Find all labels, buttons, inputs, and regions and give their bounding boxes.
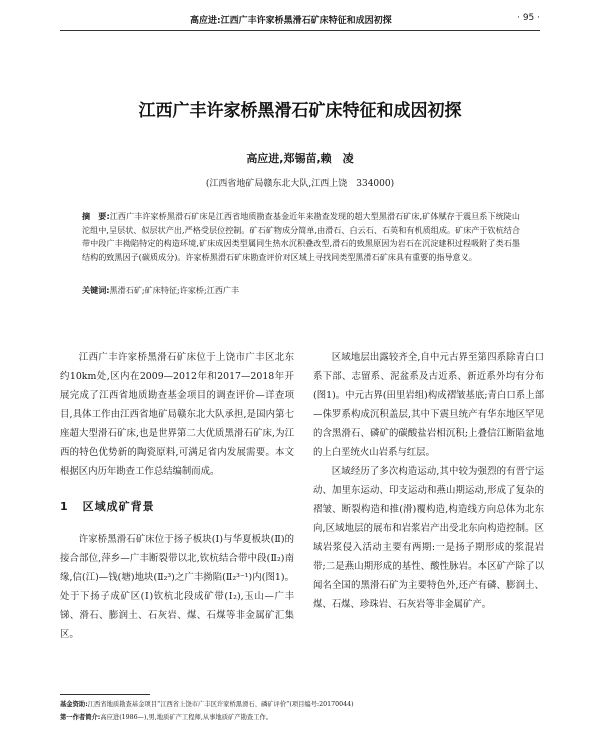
author-list: 高应进,郑锡苗,赖 凌: [246, 152, 354, 165]
stratigraphy-paragraph: 区域地层出露较齐全,自中元古界至第四系除青白口系下部、志留系、泥盆系及古近系、新近系外均有分布(图1)。中元古界(田里岩组)构成褶皱基底;青白口系上部—侏罗系构成沉积盖层,其中下震旦统产有华东地区罕见的含黑滑石、磷矿的碳酸盐岩相沉积;上叠信江断陷盆地的上白垩统火山岩系与红层。: [313, 352, 544, 458]
author-bio-label: 第一作者简介:: [60, 714, 101, 721]
footnote-divider: [60, 694, 150, 695]
keywords: [82, 284, 520, 297]
footnotes: [60, 698, 544, 724]
author-footnote: [60, 711, 544, 724]
fund-footnote: [60, 698, 544, 711]
page-header: [60, 10, 540, 31]
affiliation: (江西省地矿局赣东北大队,江西上饶 334000): [205, 179, 395, 189]
right-column: [313, 348, 544, 614]
section-heading: [60, 497, 294, 516]
abstract-label: 摘 要:: [82, 211, 110, 221]
section-title: 区域成矿背景: [82, 500, 155, 513]
fund-text: 江西省地质勘查基金项目“江西省上饶市广丰区许家桥黑滑石、磷矿评价”(项目编号:20170044): [87, 701, 354, 708]
intro-paragraph: 江西广丰许家桥黑滑石矿床位于上饶市广丰区北东约10km处,区内在2009—2012年和2017—2018年开展完成了江西省地质勘查基金项目的调查评价—详查项目,具体工作由江西省地矿局赣东北大队承担,是国内第七座超大型滑石矿床,也是世界第二大优质黑滑石矿床,为江西的特色优势新的陶瓷原料,可满足省内发展需要。本文根据区内历年勘查工作总结编制而成。: [60, 352, 294, 477]
paper-title: 江西广丰许家桥黑滑石矿床特征和成因初探: [138, 101, 462, 121]
keywords-text: 黑滑石矿;矿床特征;许家桥;江西广丰: [109, 285, 240, 295]
author-bio-text: 高应进(1986—),男,地质矿产工程师,从事地质矿产勘查工作。: [100, 714, 273, 721]
abstract-text: 江西广丰许家桥黑滑石矿床是江西省地质勘查基金近年来勘查发现的超大型黑滑石矿床,矿体赋存于震旦系下统陡山沱组中,呈层状、似层状产出,严格受层位控制。矿石矿物成分简单,由滑石、白云石、石英和有机质组成。矿床产于钦杭结合带中段广丰拗陷特定的构造环境,矿床成因类型属同生热水沉积叠改型,滑石的致黑原因为岩石在沉淀建积过程吸附了类石墨结构的致黑因子(碳质成分)。许家桥黑滑石矿床勘查评价对区域上寻找同类型黑滑石矿床具有重要的指导意义。: [82, 211, 520, 262]
page-number: · 95 ·: [517, 13, 540, 23]
section-paragraph: 许家桥黑滑石矿床位于扬子板块(Ⅰ)与华夏板块(Ⅱ)的接合部位,萍乡—广丰断裂带以北,钦杭结合带中段(Ⅱ₂)南缘,信(江)—钱(塘)地块(Ⅱ₂³)之广丰拗陷(Ⅱ₂³⁻¹)内(图1)。处于下扬子成矿区(Ⅰ)钦杭北段成矿带(Ⅰ₂),玉山—广丰锑、滑石、膨润土、石灰岩、煤、石煤等非金属矿汇集区。: [60, 534, 294, 640]
abstract: [82, 210, 520, 264]
fund-label: 基金资助:: [60, 701, 88, 708]
keywords-label: 关键词:: [82, 285, 110, 295]
section-number: 1: [60, 500, 69, 513]
tectonics-paragraph: 区域经历了多次构造运动,其中较为强烈的有晋宁运动、加里东运动、印支运动和燕山期运动,形成了复杂的褶皱、断裂构造和推(滑)覆构造,构造线方向总体为北东向,区域地层的展布和岩浆岩产出受北东向构造控制。区域岩浆侵入活动主要有两期:一是扬子期形成的浆混岩带;二是燕山期形成的基性、酸性脉岩。本区矿产除了以闻名全国的黑滑石矿为主要特色外,还产有磷、膨润土、煤、石煤、珍珠岩、石灰岩等非金属矿产。: [313, 466, 544, 610]
running-title: 高应进:江西广丰许家桥黑滑石矿床特征和成因初探: [190, 16, 392, 26]
left-column: [60, 348, 294, 644]
